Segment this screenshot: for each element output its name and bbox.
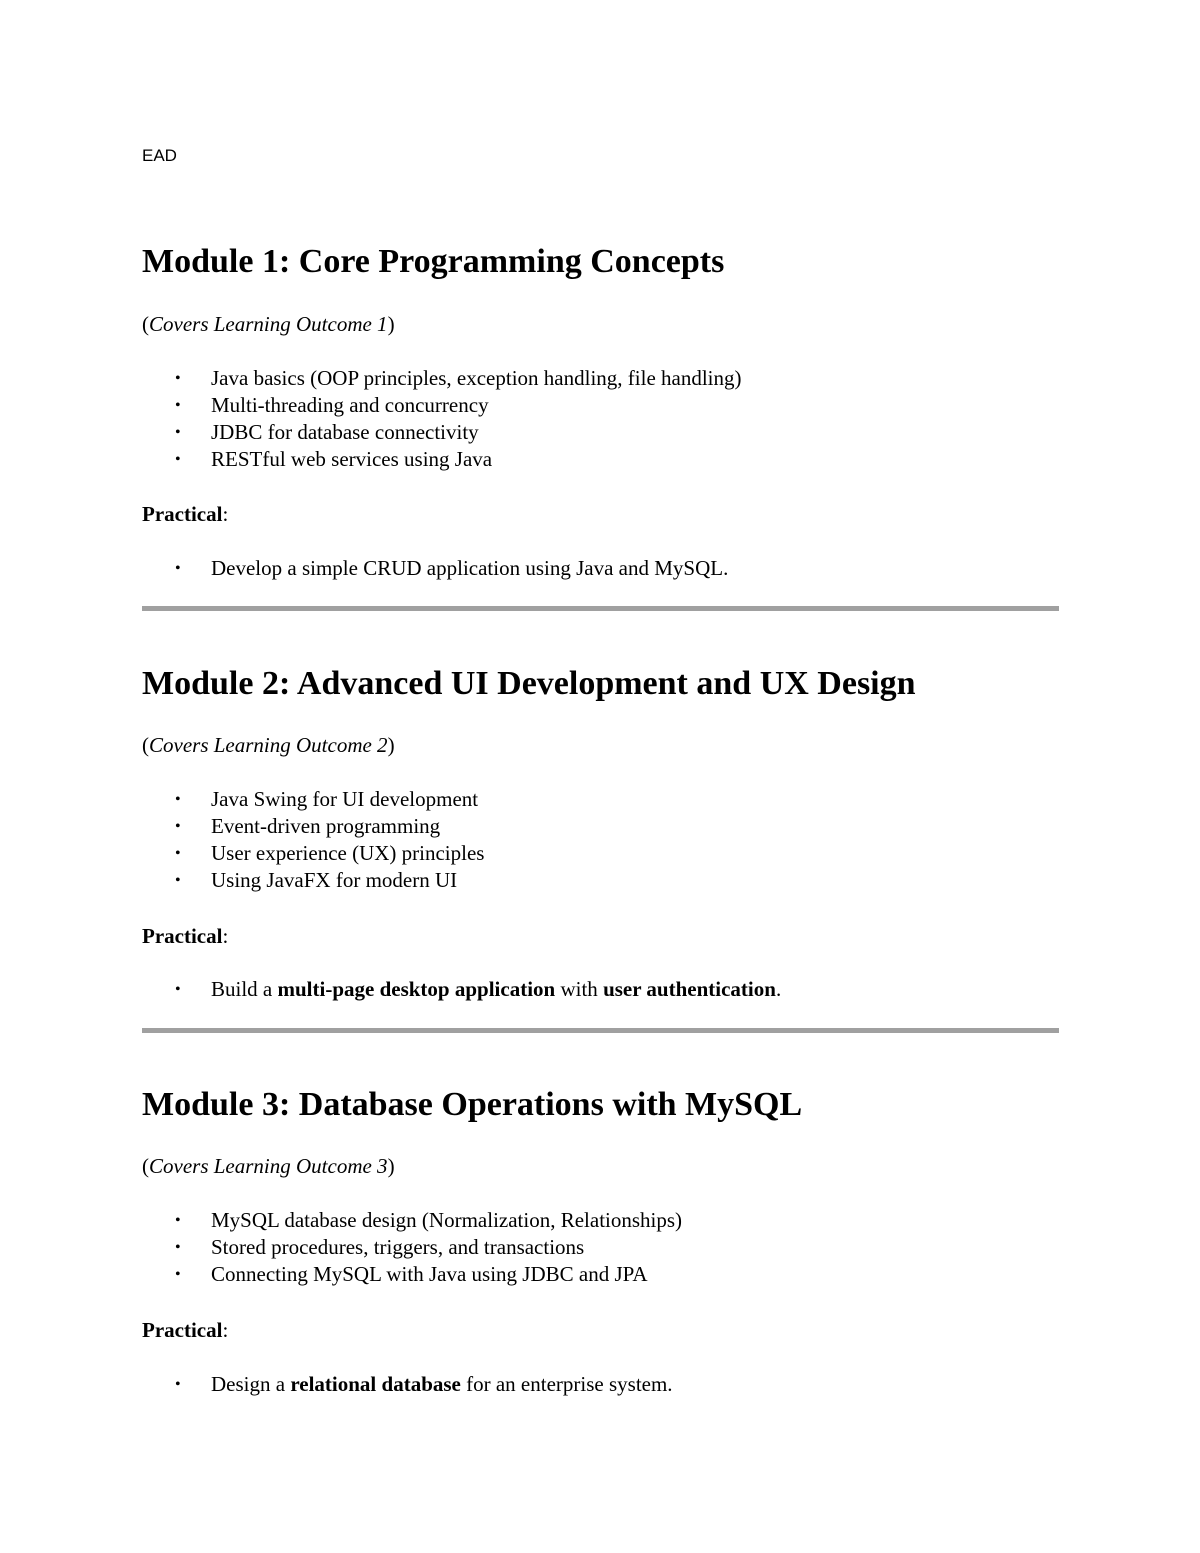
list-item <box>142 976 781 1003</box>
section-divider <box>142 606 1059 611</box>
module-1-topic-list <box>142 365 742 473</box>
list-item <box>142 365 742 392</box>
list-item <box>142 840 484 867</box>
practical-label-text: Practical <box>142 502 223 526</box>
module-2-topic-list <box>142 786 484 894</box>
practical-text: Develop a simple CRUD application using Java and MySQL. <box>211 556 729 580</box>
practical-label-text: Practical <box>142 1318 223 1342</box>
module-2-title: Module 2: Advanced UI Development and UX Design <box>142 665 916 702</box>
close-paren: ) <box>387 312 395 336</box>
module-3-practical-list <box>142 1371 673 1398</box>
module-2-covers <box>142 732 395 758</box>
module-1-covers <box>142 311 395 337</box>
topic-text: User experience (UX) principles <box>211 841 485 865</box>
topic-text: Java Swing for UI development <box>211 787 479 811</box>
bullet-icon: • <box>175 560 181 577</box>
bullet-icon: • <box>175 791 181 808</box>
list-item <box>142 1207 682 1234</box>
topic-text: Stored procedures, triggers, and transactions <box>211 1235 585 1259</box>
open-paren: ( <box>142 733 149 757</box>
practical-prefix: Design a <box>211 1372 291 1396</box>
practical-emphasis: multi-page desktop application <box>277 977 556 1001</box>
module-1-practical-label <box>142 501 228 527</box>
practical-emphasis: user authentication <box>603 977 776 1001</box>
list-item <box>142 1371 673 1398</box>
module-1-section <box>142 242 1062 580</box>
module-3-practical-label <box>142 1317 228 1343</box>
practical-suffix: . <box>775 977 782 1001</box>
list-item <box>142 446 742 473</box>
bullet-icon: • <box>175 818 181 835</box>
bullet-icon: • <box>175 370 181 387</box>
list-item <box>142 867 484 894</box>
topic-text: JDBC for database connectivity <box>211 420 479 444</box>
topic-text: Using JavaFX for modern UI <box>211 868 458 892</box>
bullet-icon: • <box>175 397 181 414</box>
topic-text: RESTful web services using Java <box>211 447 493 471</box>
list-item <box>142 786 484 813</box>
practical-colon: : <box>222 1318 229 1342</box>
module-2-practical-list <box>142 976 781 1003</box>
module-1-title: Module 1: Core Programming Concepts <box>142 243 725 280</box>
module-3-covers <box>142 1153 395 1179</box>
bullet-icon: • <box>175 845 181 862</box>
list-item <box>142 813 484 840</box>
module-3-section <box>142 1085 1062 1396</box>
bullet-icon: • <box>175 1212 181 1229</box>
module-1-practical-list <box>142 555 728 582</box>
module-2-practical-label <box>142 923 228 949</box>
list-item <box>142 419 742 446</box>
topic-text: Java basics (OOP principles, exception handling, file handling) <box>211 366 742 390</box>
practical-emphasis: relational database <box>290 1372 461 1396</box>
topic-text: Event-driven programming <box>211 814 441 838</box>
topic-text: Multi-threading and concurrency <box>211 393 489 417</box>
practical-middle: for an enterprise system. <box>460 1372 673 1396</box>
bullet-icon: • <box>175 424 181 441</box>
list-item <box>142 392 742 419</box>
bullet-icon: • <box>175 451 181 468</box>
module-3-covers-text: Covers Learning Outcome 3 <box>149 1154 388 1178</box>
module-2-section <box>142 664 1062 1001</box>
module-3-title: Module 3: Database Operations with MySQL <box>142 1086 803 1123</box>
practical-colon: : <box>222 924 229 948</box>
section-divider <box>142 1028 1059 1033</box>
practical-colon: : <box>222 502 229 526</box>
bullet-icon: • <box>175 1266 181 1283</box>
open-paren: ( <box>142 312 149 336</box>
practical-prefix: Build a <box>211 977 278 1001</box>
list-item <box>142 555 728 582</box>
bullet-icon: • <box>175 1376 181 1393</box>
bullet-icon: • <box>175 872 181 889</box>
list-item <box>142 1261 682 1288</box>
open-paren: ( <box>142 1154 149 1178</box>
practical-label-text: Practical <box>142 924 223 948</box>
bullet-icon: • <box>175 1239 181 1256</box>
list-item <box>142 1234 682 1261</box>
topic-text: MySQL database design (Normalization, Relationships) <box>211 1208 683 1232</box>
close-paren: ) <box>387 1154 395 1178</box>
topic-text: Connecting MySQL with Java using JDBC and JPA <box>211 1262 648 1286</box>
practical-middle: with <box>555 977 604 1001</box>
module-1-covers-text: Covers Learning Outcome 1 <box>149 312 388 336</box>
close-paren: ) <box>387 733 395 757</box>
module-3-topic-list <box>142 1207 682 1288</box>
bullet-icon: • <box>175 981 181 998</box>
module-2-covers-text: Covers Learning Outcome 2 <box>149 733 388 757</box>
document-header-label: EAD <box>142 146 177 165</box>
